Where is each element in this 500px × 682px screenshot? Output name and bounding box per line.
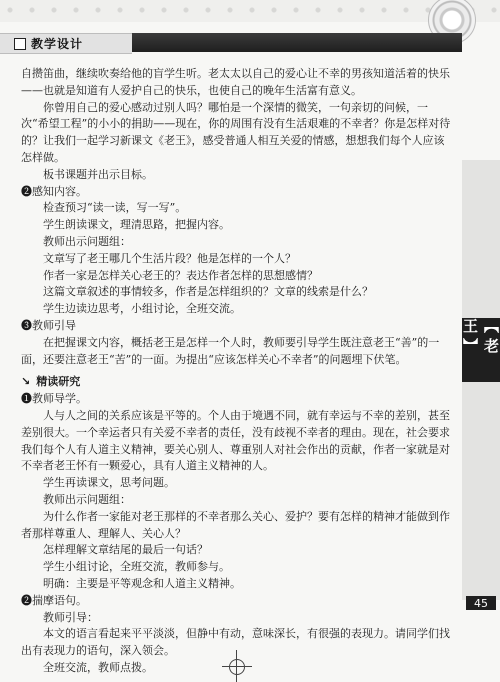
top-decorative-pattern: [0, 0, 500, 22]
header-title: 教学设计: [31, 37, 84, 51]
section-heading: [21, 374, 451, 391]
paragraph: 学生小组讨论，全班交流，教师参与。: [43, 560, 230, 574]
question: 为什么作者一家能对老王那样的不幸者那么关心、爱护？要有怎样的精神才能做到作者那样尊重人、理解人、关心人？: [21, 509, 450, 540]
paragraph: 学生朗读课文，理清思路，把握内容。: [43, 218, 230, 232]
question: 这篇文章叙述的事情较多，作者是怎样组织的？文章的线索是什么？: [43, 285, 373, 299]
question: 作者一家是怎样关心老王的？表达作者怎样的思想感情？: [43, 268, 318, 282]
paragraph: 学生再读课文，思考问题。: [43, 476, 175, 490]
paragraph: 教师引导：: [43, 610, 98, 624]
question: 文章写了老王哪几个生活片段？他是怎样的一个人？: [43, 251, 296, 265]
page-number: 45: [466, 596, 496, 610]
paragraph: 全班交流，教师点拨。: [43, 660, 153, 674]
step-heading: ❶教师导学。: [21, 392, 87, 406]
step-heading: ❷揣摩语句。: [21, 593, 87, 607]
header-square-icon: [14, 38, 26, 50]
section-heading-label: 精读研究: [36, 375, 81, 389]
step-heading: ❷感知内容。: [21, 184, 87, 198]
paragraph: 在把握课文内容，概括老王是怎样一个人时，教师要引导学生既注意老王“善”的一面，还要注意老王“苦”的一面。为提出“应该怎样关心不幸者”的问题埋下伏笔。: [21, 335, 440, 366]
paragraph: 你曾用自己的爱心感动过别人吗？哪怕是一个深情的微笑，一句亲切的问候，一次“希望工程”的小小的捐助——现在，你的周围有没有生活艰难的不幸者？你是怎样对待的？让我们一起学习新课文《老王》，感受普通人相互关爱的情感，想想我们每个人应该怎样做。: [21, 100, 451, 164]
paragraph: 学生边读边思考，小组讨论，全班交流。: [43, 302, 241, 316]
paragraph: 教师出示问题组：: [43, 234, 131, 248]
paragraph: 板书课题并出示目标。: [43, 167, 153, 181]
paragraph: 检查预习“读一读，写一写”。: [43, 201, 187, 215]
step-heading: ❸教师引导: [21, 318, 76, 332]
header-title-block: [0, 33, 132, 54]
chapter-side-tab-label: 【老 王】: [461, 318, 500, 358]
paragraph: 明确：主要是平等观念和人道主义精神。: [43, 576, 241, 590]
paragraph: 自攒笛曲，继续吹奏给他的盲学生听。老太太以自己的爱心让不幸的男孩知道活着的快乐——也就是知道有人爱护自己的快乐，也使自己的晚年生活富有意义。: [21, 67, 450, 97]
section-arrow-icon: ↘: [21, 375, 31, 389]
question: 怎样理解文章结尾的最后一句话？: [43, 543, 208, 557]
paragraph: 教师出示问题组：: [43, 492, 131, 506]
paragraph: 本文的语言看起来平平淡淡，但静中有动，意味深长，有很强的表现力。请同学们找出有表现力的语句，深入领会。: [21, 627, 450, 658]
body-text: [21, 66, 451, 677]
paragraph: 人与人之间的关系应该是平等的。个人由于境遇不同，就有幸运与不幸的差别，甚至差别很大。一个幸运者只有关爱不幸者的责任，没有歧视不幸者的理由。现在，社会要求我们每个人有人道主义精神，要关心别人、尊重别人对社会作出的贡献，作者一家就是对不幸者老王怀有一颗爱心，具有人道主义精神的人。: [21, 408, 450, 473]
chapter-side-tab: [462, 318, 500, 382]
